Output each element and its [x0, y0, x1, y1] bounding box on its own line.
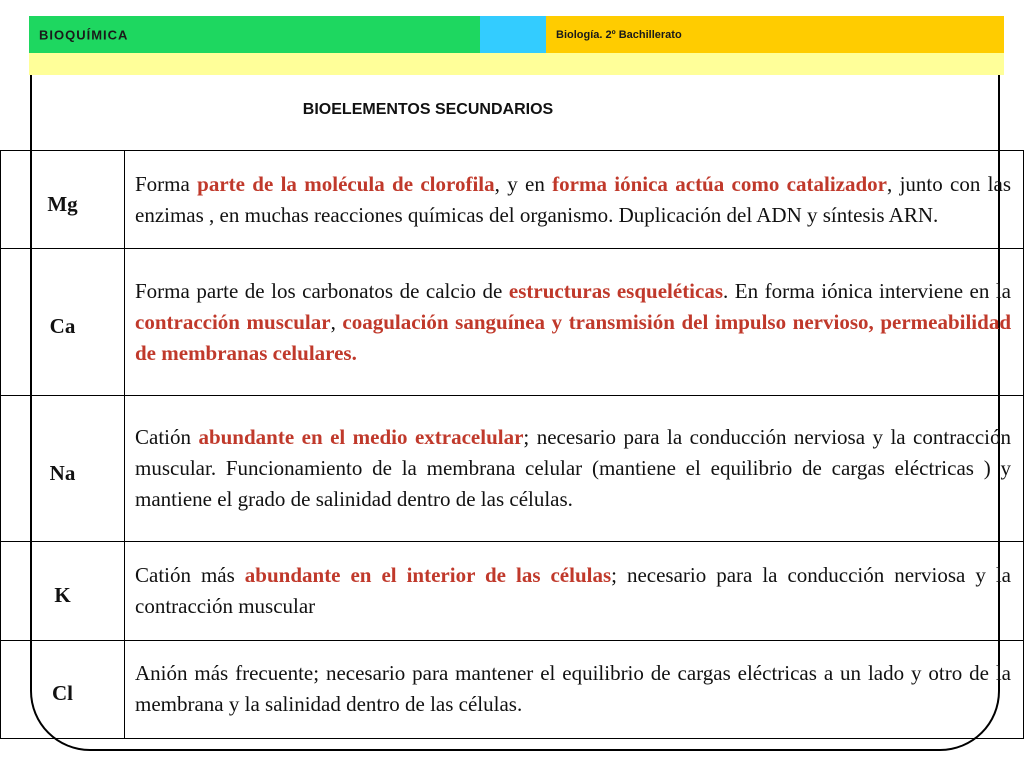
header-bar [29, 16, 1004, 53]
bioelements-table [0, 150, 1024, 739]
element-symbol: K [1, 542, 125, 640]
description-text: . En forma iónica interviene en la [723, 278, 1011, 303]
element-symbol: Mg [1, 151, 125, 249]
header-right-label: Biología. 2º Bachillerato [556, 28, 682, 41]
description-text [708, 310, 715, 334]
description-text: , y en [494, 171, 553, 196]
highlighted-text: forma iónica actúa como catalizador [552, 171, 887, 196]
element-description [125, 249, 1024, 396]
description-text: Catión [135, 425, 199, 450]
element-symbol: Na [1, 395, 125, 542]
page-title: BIOELEMENTOS SECUNDARIOS [302, 101, 554, 118]
description-text: ; necesario para la conducción nerviosa y la contracción muscular [135, 563, 1011, 619]
description-text: , junto con las enzimas , en muchas reacciones químicas del organismo. Duplicación del ADN y síntesis ARN. [135, 171, 1012, 227]
table-row [1, 395, 1024, 542]
table-row [1, 640, 1024, 738]
highlighted-text: contracción muscular [135, 309, 331, 334]
description-text: , [330, 309, 343, 334]
header-left-label: BIOQUÍMICA [39, 27, 129, 42]
header-subbar [29, 53, 1004, 75]
element-description [125, 151, 1024, 249]
table-row [1, 249, 1024, 396]
table-row [1, 542, 1024, 640]
element-symbol: Ca [1, 249, 125, 396]
highlighted-text: impulso nervioso, permeabilidad de membranas celulares. [135, 309, 1012, 365]
description-text: Anión más frecuente; necesario para mantener el equilibrio de cargas eléctricas a un lado y otro de la membrana y la salinidad dentro de las células. [135, 661, 1011, 717]
description-text: ; necesario para la conducción nerviosa y la contracción muscular. Funcionamiento de la membrana celular (mantiene el equilibrio de cargas eléctricas ) y mantiene el grado de salinidad dentro de las células. [135, 425, 1012, 512]
description-text: Forma [135, 171, 198, 196]
table-body [1, 151, 1024, 739]
highlighted-text: coagulación sanguínea y transmisión del [342, 309, 709, 334]
element-description [125, 640, 1024, 738]
highlighted-text: parte de la molécula de clorofila [197, 171, 495, 196]
highlighted-text: estructuras esqueléticas [508, 278, 724, 303]
highlighted-text: abundante en el medio extracelular [198, 425, 524, 450]
header-green-block [29, 16, 480, 53]
table-row [1, 151, 1024, 249]
header-yellow-block [546, 16, 1004, 53]
element-description [125, 542, 1024, 640]
description-text: Forma parte de los carbonatos de calcio de [135, 278, 509, 303]
description-text: Catión más [135, 563, 245, 588]
highlighted-text: abundante en el interior de las células [244, 563, 612, 588]
element-description [125, 395, 1024, 542]
element-symbol: Cl [1, 640, 125, 738]
header-cyan-block [480, 16, 546, 53]
